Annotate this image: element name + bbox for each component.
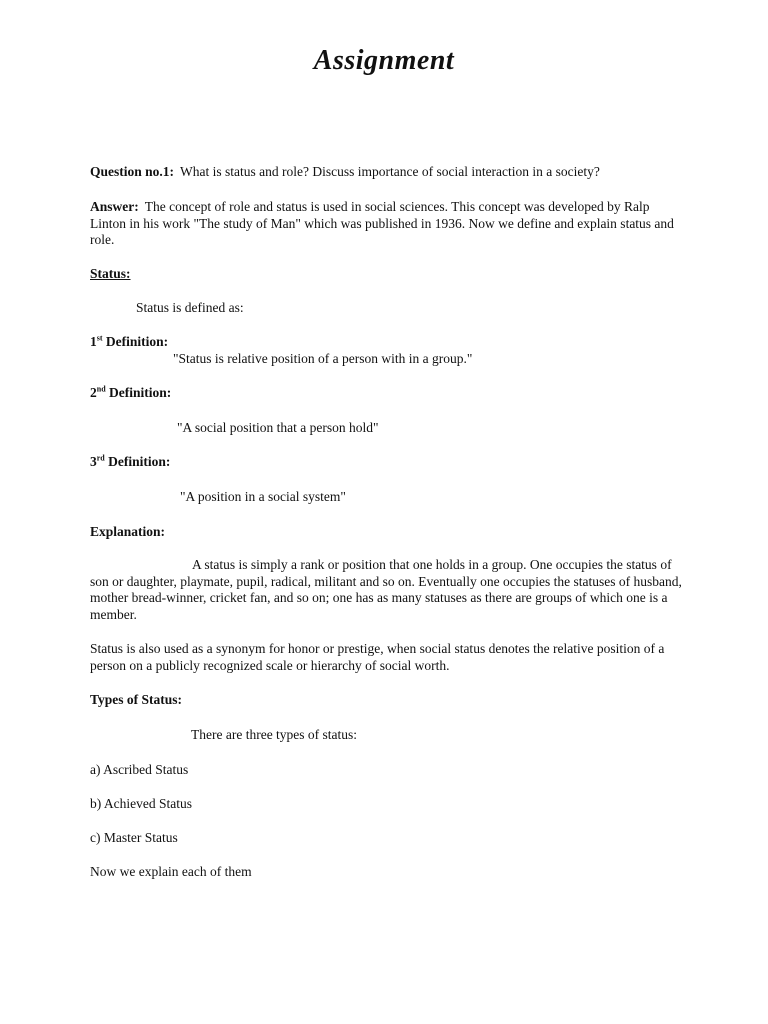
types-intro: There are three types of status: [191,727,358,742]
status-intro: Status is defined as: [136,300,244,315]
document-title: Assignment [313,45,455,76]
question-text: What is status and role? Discuss importance of social interaction in a society? [180,164,600,179]
explanation-paragraph-1: A status is simply a rank or position that one holds in a group. One occupies the status of son or daughter, playmate, pupil, radical, militant and so on. Eventually one occupies the statuses of husband, mother bread-winner, cricket fan, and so on; one has as many statuses as there are groups of which one is a member. [90,557,682,622]
definition-1-heading: 1st Definition: [90,333,169,349]
explanation-paragraph-2: Status is also used as a synonym for honor or prestige, when social status denotes the relative position of a person on a publicly recognized scale or hierarchy of social worth. [90,641,665,673]
question-line [90,164,600,180]
answer-text: The concept of role and status is used in social sciences. This concept was developed by Ralp Linton in his work "The study of Man" which was published in 1936. Now we define and explain status and role. [90,199,674,247]
status-heading: Status: [90,266,131,281]
type-item-master: c) Master Status [90,830,178,845]
answer-paragraph [90,199,682,249]
closing-line: Now we explain each of them [90,864,252,879]
definition-2-text: "A social position that a person hold" [177,420,379,435]
explanation-heading: Explanation: [90,524,166,539]
type-item-achieved: b) Achieved Status [90,796,192,811]
definition-2-heading: 2nd Definition: [90,384,172,400]
definition-3-heading: 3rd Definition: [90,453,171,469]
question-label: Question no.1: [90,164,175,179]
type-item-ascribed: a) Ascribed Status [90,762,189,777]
answer-label: Answer: [90,199,139,214]
definition-1-text: "Status is relative position of a person with in a group." [173,351,473,366]
definition-3-text: "A position in a social system" [180,489,346,504]
types-heading: Types of Status: [90,692,183,707]
